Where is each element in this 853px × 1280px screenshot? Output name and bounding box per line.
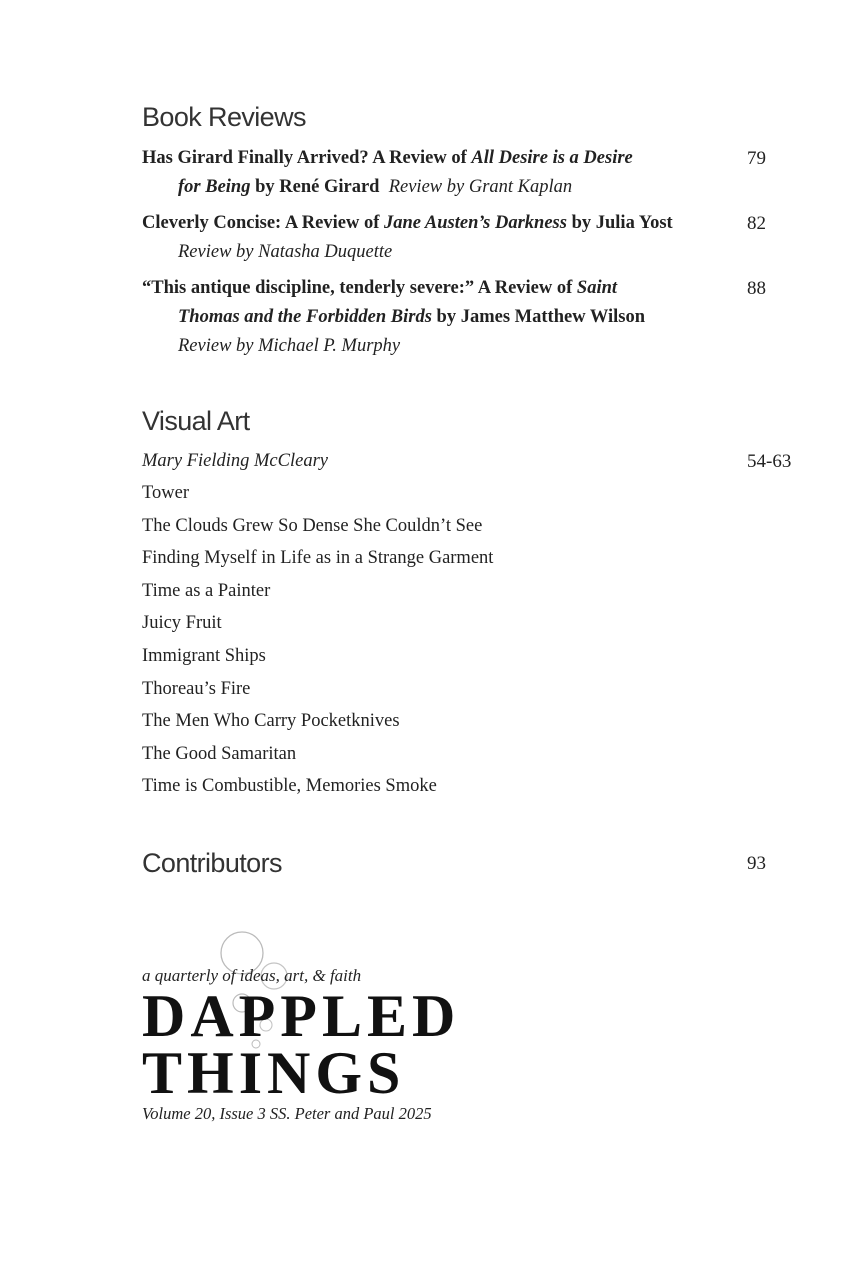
reviewer: Review by Michael P. Murphy	[178, 336, 401, 356]
journal-title-line-1: DAPPLED	[142, 983, 461, 1049]
section-heading-contributors[interactable]: Contributors	[142, 848, 282, 878]
artwork-title: Juicy Fruit	[142, 613, 222, 633]
reviewer: Review by Natasha Duquette	[178, 242, 393, 262]
tagline: a quarterly of ideas, art, & faith	[142, 966, 362, 985]
artwork-title: The Clouds Grew So Dense She Couldn’t See	[142, 516, 483, 536]
entry-title: “This antique discipline, tenderly severe:” A Review of	[142, 278, 577, 298]
artwork-title: Time is Combustible, Memories Smoke	[142, 776, 437, 796]
section-heading-visual-art: Visual Art	[142, 406, 250, 436]
artwork-title: The Good Samaritan	[142, 744, 297, 764]
section-heading-book-reviews: Book Reviews	[142, 102, 306, 132]
page-number: 54-63	[747, 451, 792, 472]
page-number: 79	[747, 148, 766, 169]
entry-title: Cleverly Concise: A Review of	[142, 213, 384, 233]
toc-entry[interactable]	[142, 274, 732, 361]
artwork-title: Time as a Painter	[142, 581, 271, 601]
artist-name[interactable]: Mary Fielding McCleary	[142, 451, 328, 471]
page-number: 93	[747, 853, 766, 874]
page-number: 82	[747, 213, 766, 234]
journal-title-line-2: THINGS	[142, 1040, 406, 1106]
book-author: by René Girard	[250, 177, 380, 197]
book-author: by Julia Yost	[566, 213, 673, 233]
book-title: Saint	[576, 278, 618, 298]
artwork-title: The Men Who Carry Pocketknives	[142, 711, 400, 731]
issue-info: Volume 20, Issue 3 SS. Peter and Paul 2025	[142, 1104, 432, 1123]
artwork-title: Tower	[142, 483, 189, 503]
toc-entry[interactable]	[142, 144, 732, 202]
artwork-title: Immigrant Ships	[142, 646, 266, 666]
artwork-title: Thoreau’s Fire	[142, 679, 251, 699]
entry-title: Has Girard Finally Arrived? A Review of	[142, 148, 472, 168]
book-author: by James Matthew Wilson	[431, 307, 646, 327]
book-title: Jane Austen’s Darkness	[383, 213, 567, 233]
page-number: 88	[747, 278, 766, 299]
book-title: Thomas and the Forbidden Birds	[178, 307, 432, 327]
toc-entry[interactable]	[142, 209, 732, 267]
reviewer: Review by Grant Kaplan	[388, 177, 573, 197]
book-title: All Desire is a Desire	[471, 148, 633, 168]
book-title: for Being	[178, 177, 251, 197]
artwork-title: Finding Myself in Life as in a Strange Garment	[142, 548, 494, 568]
